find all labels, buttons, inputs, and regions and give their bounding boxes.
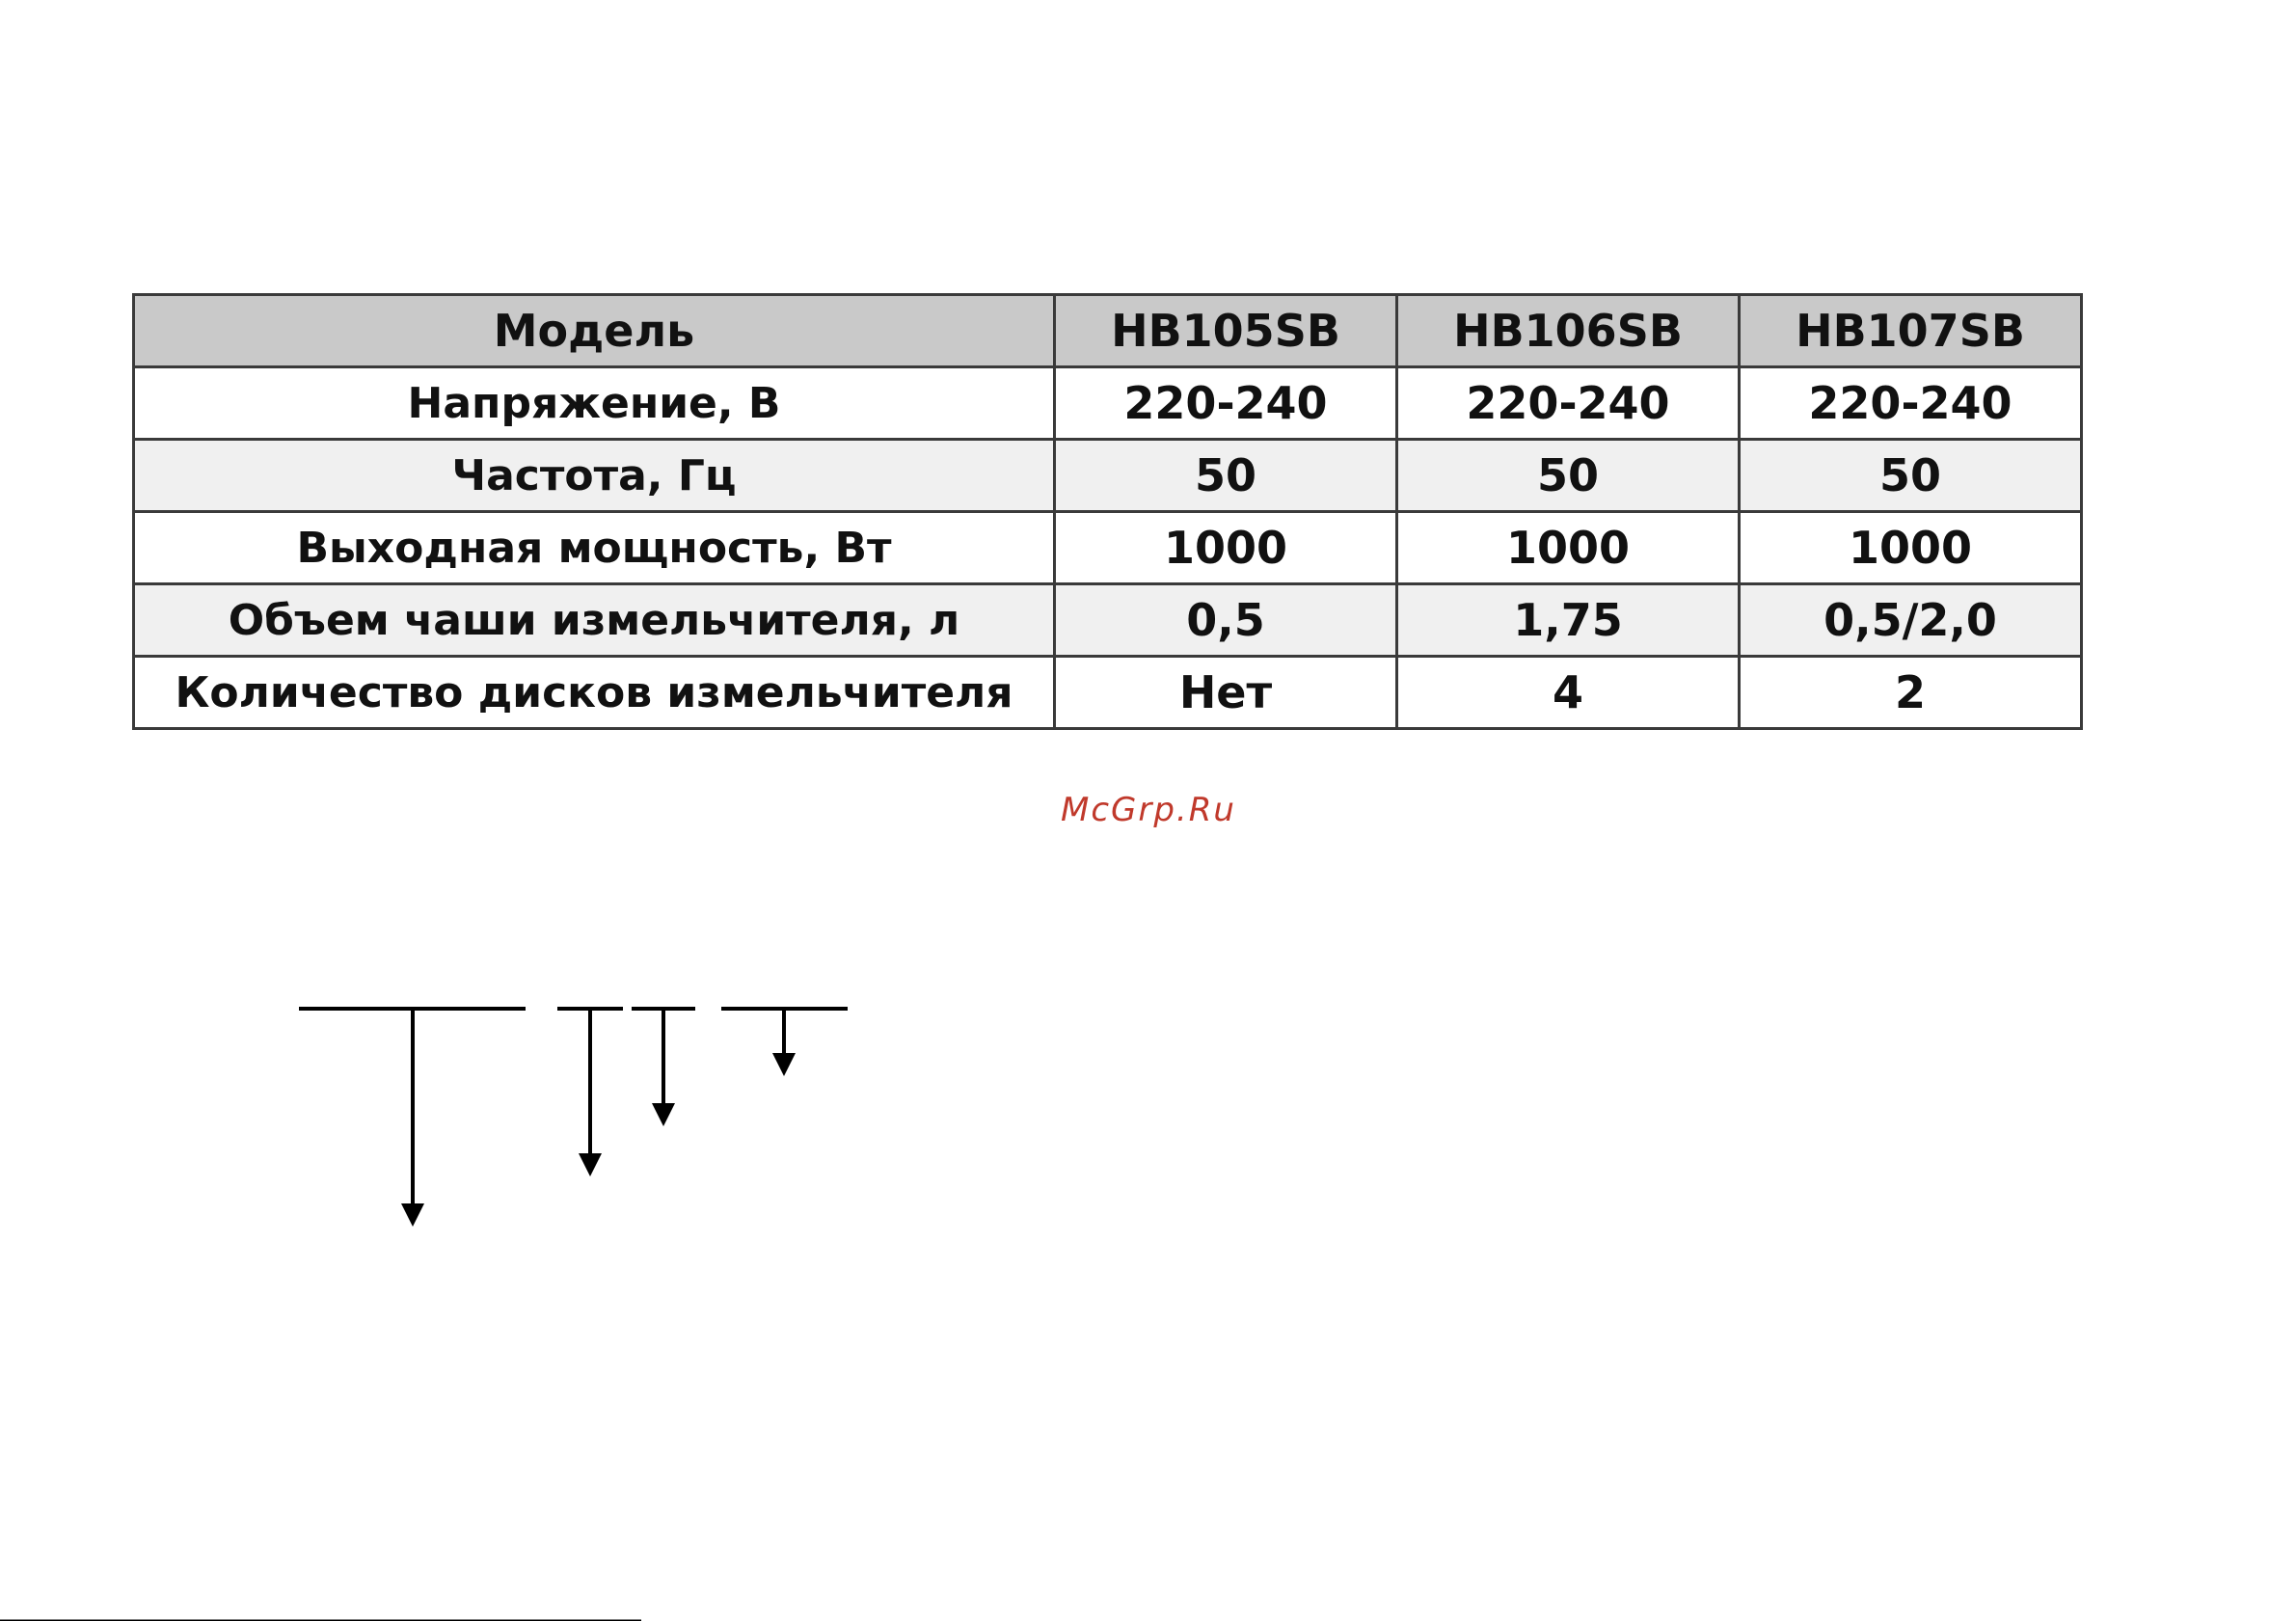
table-cell: 220-240: [1055, 367, 1397, 440]
table-cell: 2: [1740, 657, 2082, 729]
row-label: Объем чаши измельчителя, л: [134, 584, 1055, 657]
header-cell-hb105sb: HB105SB: [1055, 295, 1397, 367]
watermark-text[interactable]: McGrp.Ru: [1061, 791, 1236, 829]
header-cell-hb106sb: HB106SB: [1397, 295, 1740, 367]
arrowhead-3: [652, 1103, 675, 1126]
table-cell: 0,5: [1055, 584, 1397, 657]
table-cell: 1,75: [1397, 584, 1740, 657]
arrowhead-4: [772, 1053, 796, 1076]
row-label: Выходная мощность, Вт: [134, 512, 1055, 584]
row-label: Частота, Гц: [134, 440, 1055, 512]
table-cell: 50: [1397, 440, 1740, 512]
row-label: Напряжение, В: [134, 367, 1055, 440]
table-cell: 1000: [1740, 512, 2082, 584]
arrowhead-1: [401, 1203, 424, 1227]
arrowhead-2: [579, 1153, 602, 1176]
table-cell: 1000: [1397, 512, 1740, 584]
table-cell: 1000: [1055, 512, 1397, 584]
table-cell: Нет: [1055, 657, 1397, 729]
table-cell: 220-240: [1740, 367, 2082, 440]
header-cell-hb107sb: HB107SB: [1740, 295, 2082, 367]
table-cell: 50: [1740, 440, 2082, 512]
header-cell-model: Модель: [134, 295, 1055, 367]
table-cell: 220-240: [1397, 367, 1740, 440]
table-cell: 50: [1055, 440, 1397, 512]
row-label: Количество дисков измельчителя: [134, 657, 1055, 729]
table-cell: 0,5/2,0: [1740, 584, 2082, 657]
table-cell: 4: [1397, 657, 1740, 729]
